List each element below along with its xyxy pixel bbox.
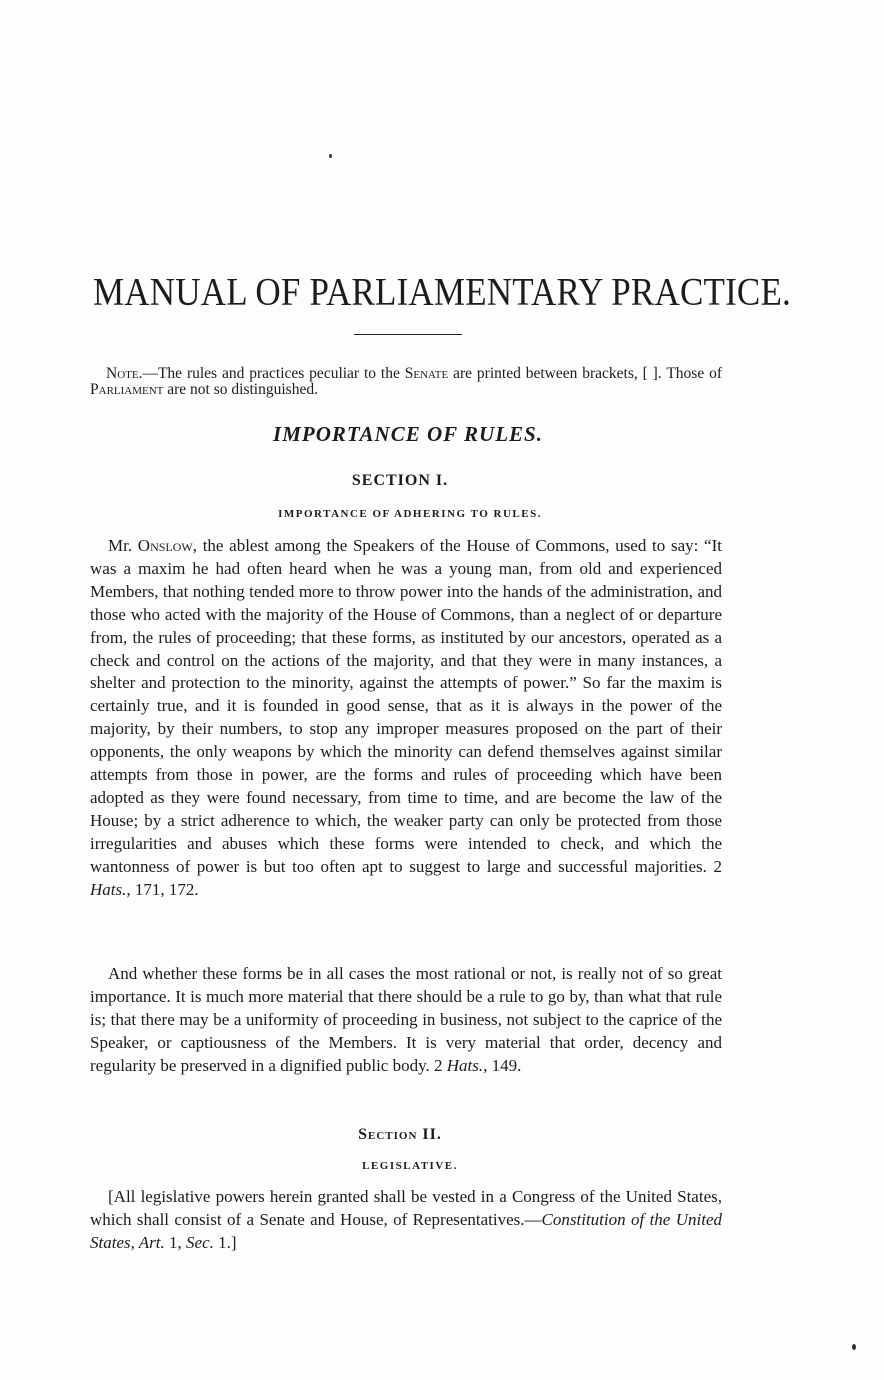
person-name: Onslow <box>137 536 193 555</box>
title-rule <box>354 334 462 335</box>
section-2-paragraph: [All legislative powers herein granted shall be vested in a Congress of the United States, which shall consist of a Senate and House, of Representatives.—Constitution of the United States, Art. 1, Sec. 1.] <box>90 1187 722 1252</box>
constitution-citation: Constitution of the United States, Art. <box>90 1209 722 1252</box>
citation-hats: Hats. <box>90 879 127 899</box>
ink-speck-bottom <box>852 1344 856 1350</box>
note-senate: Senate <box>404 365 449 382</box>
note-parliament: Parliament <box>90 381 164 398</box>
section-1-subheading: IMPORTANCE OF ADHERING TO RULES. <box>278 508 542 520</box>
note-label: Note. <box>106 365 143 382</box>
editorial-note: Note.—The rules and practices peculiar to the Senate are printed between brackets, [ ]. Those of Parliament are not so distinguished. <box>90 365 723 398</box>
citation-hats-2: Hats. <box>446 1055 484 1075</box>
section-1-paragraph-1: Mr. Onslow, the ablest among the Speakers of the House of Commons, used to say: “It was a maxim he had often heard when he was a young man, from old and experienced Members, that nothing tended more to throw power into the hands of the administration, and those who acted with the majority of the House of Commons, than a neglect of or departure from, the rules of proceeding; that these forms, as instituted by our ancestors, operated as a check and control on the actions of the majority, and that they were in many instances, a shelter and protection to the minority, against the attempts of power.” So far the maxim is certainly true, and it is founded in good sense, that as it is always in the power of the majority, by their numbers, to stop any improper measures proposed on the part of their opponents, the only weapons by which the minority can defend themselves against similar attempts from those in power, are the forms and rules of proceeding which have been adopted as they were found necessary, from time to time, and are become the law of the House; by a strict adherence to which, the weaker party can only be protected from those irregularities and abuses which these forms were intended to check, and which the wantonness of power is but too often apt to suggest to large and successful majorities. 2 Hats., 171, 172. <box>90 536 722 899</box>
section-1-paragraph-2: And whether these forms be in all cases the most rational or not, is really not of so great importance. It is much more material that there should be a rule to go by, than what that rule is; that there may be a uniformity of proceeding in business, not subject to the caprice of the Speaker, or captiousness of the Members. It is very material that order, decency and regularity be preserved in a dignified public body. 2 Hats., 149. <box>90 964 722 1075</box>
section-1-heading: SECTION I. <box>351 472 449 489</box>
section-2-subheading: LEGISLATIVE. <box>362 1160 458 1172</box>
chapter-heading: IMPORTANCE OF RULES. <box>273 422 543 446</box>
page-title: MANUAL OF PARLIAMENTARY PRACTICE. <box>92 269 792 314</box>
section-2-heading: Section II. <box>358 1126 442 1143</box>
ink-speck-top <box>329 154 332 158</box>
